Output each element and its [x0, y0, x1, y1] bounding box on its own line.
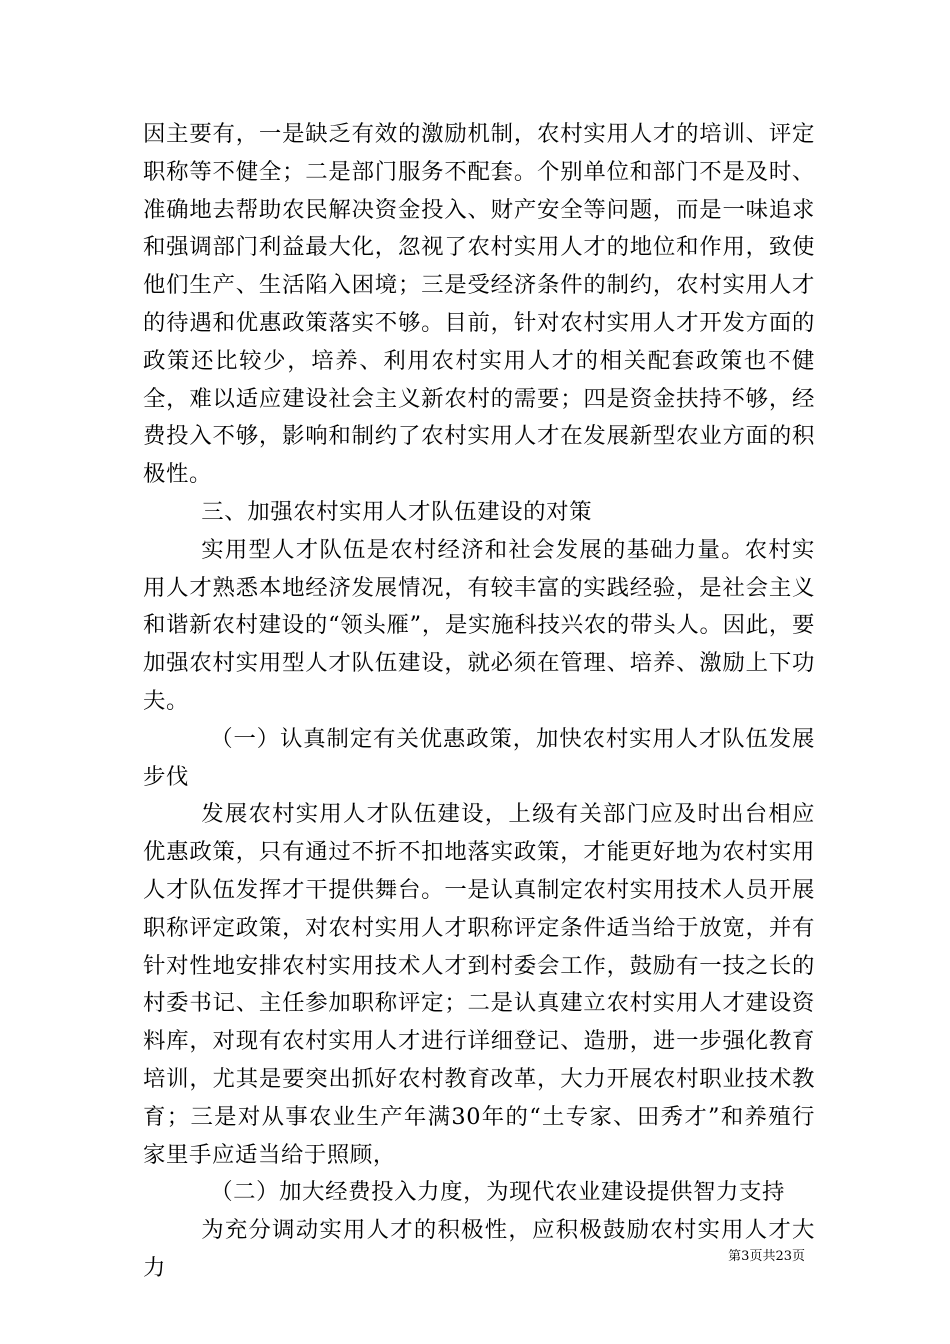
page-number-footer: 第3页共23页: [728, 1249, 805, 1264]
body-paragraph: 因主要有，一是缺乏有效的激励机制，农村实用人才的培训、评定职称等不健全；二是部门服务不配套。个别单位和部门不是及时、准确地去帮助农民解决资金投入、财产安全等问题，而是一味追求和强调部门利益最大化，忽视了农村实用人才的地位和作用，致使他们生产、生活陷入困境；三是受经济条件的制约，农村实用人才的待遇和优惠政策落实不够。目前，针对农村实用人才开发方面的政策还比较少，培养、利用农村实用人才的相关配套政策也不健全，难以适应建设社会主义新农村的需要；四是资金扶持不够，经费投入不够，影响和制约了农村实用人才在发展新型农业方面的积极性。: [143, 121, 815, 488]
document-body: [143, 116, 815, 1288]
body-paragraph: 为充分调动实用人才的积极性，应积极鼓励农村实用人才大力: [143, 1217, 815, 1281]
body-paragraph: 实用型人才队伍是农村经济和社会发展的基础力量。农村实用人才熟悉本地经济发展情况，有较丰富的实践经验，是社会主义和谐新农村建设的“领头雁”，是实施科技兴农的带头人。因此，要加强农村实用型人才队伍建设，就必须在管理、培养、激励上下功夫。: [143, 536, 815, 714]
section-heading: 三、加强农村实用人才队伍建设的对策: [201, 498, 593, 525]
subsection-heading: （二）加大经费投入力度，为现代农业建设提供智力支持: [210, 1179, 785, 1206]
body-paragraph: 发展农村实用人才队伍建设，上级有关部门应及时出台相应优惠政策，只有通过不折不扣地落实政策，才能更好地为农村实用人才队伍发挥才干提供舞台。一是认真制定农村实用技术人员开展职称评定政策，对农村实用人才职称评定条件适当给于放宽，并有针对性地安排农村实用技术人才到村委会工作，鼓励有一技之长的村委书记、主任参加职称评定；二是认真建立农村实用人才建设资料库，对现有农村实用人才进行详细登记、造册，进一步强化教育培训，尤其是要突出抓好农村教育改革，大力开展农村职业技术教育；三是对从事农业生产年满30年的“土专家、田秀才”和养殖行家里手应适当给于照顾，: [143, 801, 815, 1168]
subsection-heading: （一）认真制定有关优惠政策，加快农村实用人才队伍发展步伐: [143, 725, 815, 790]
